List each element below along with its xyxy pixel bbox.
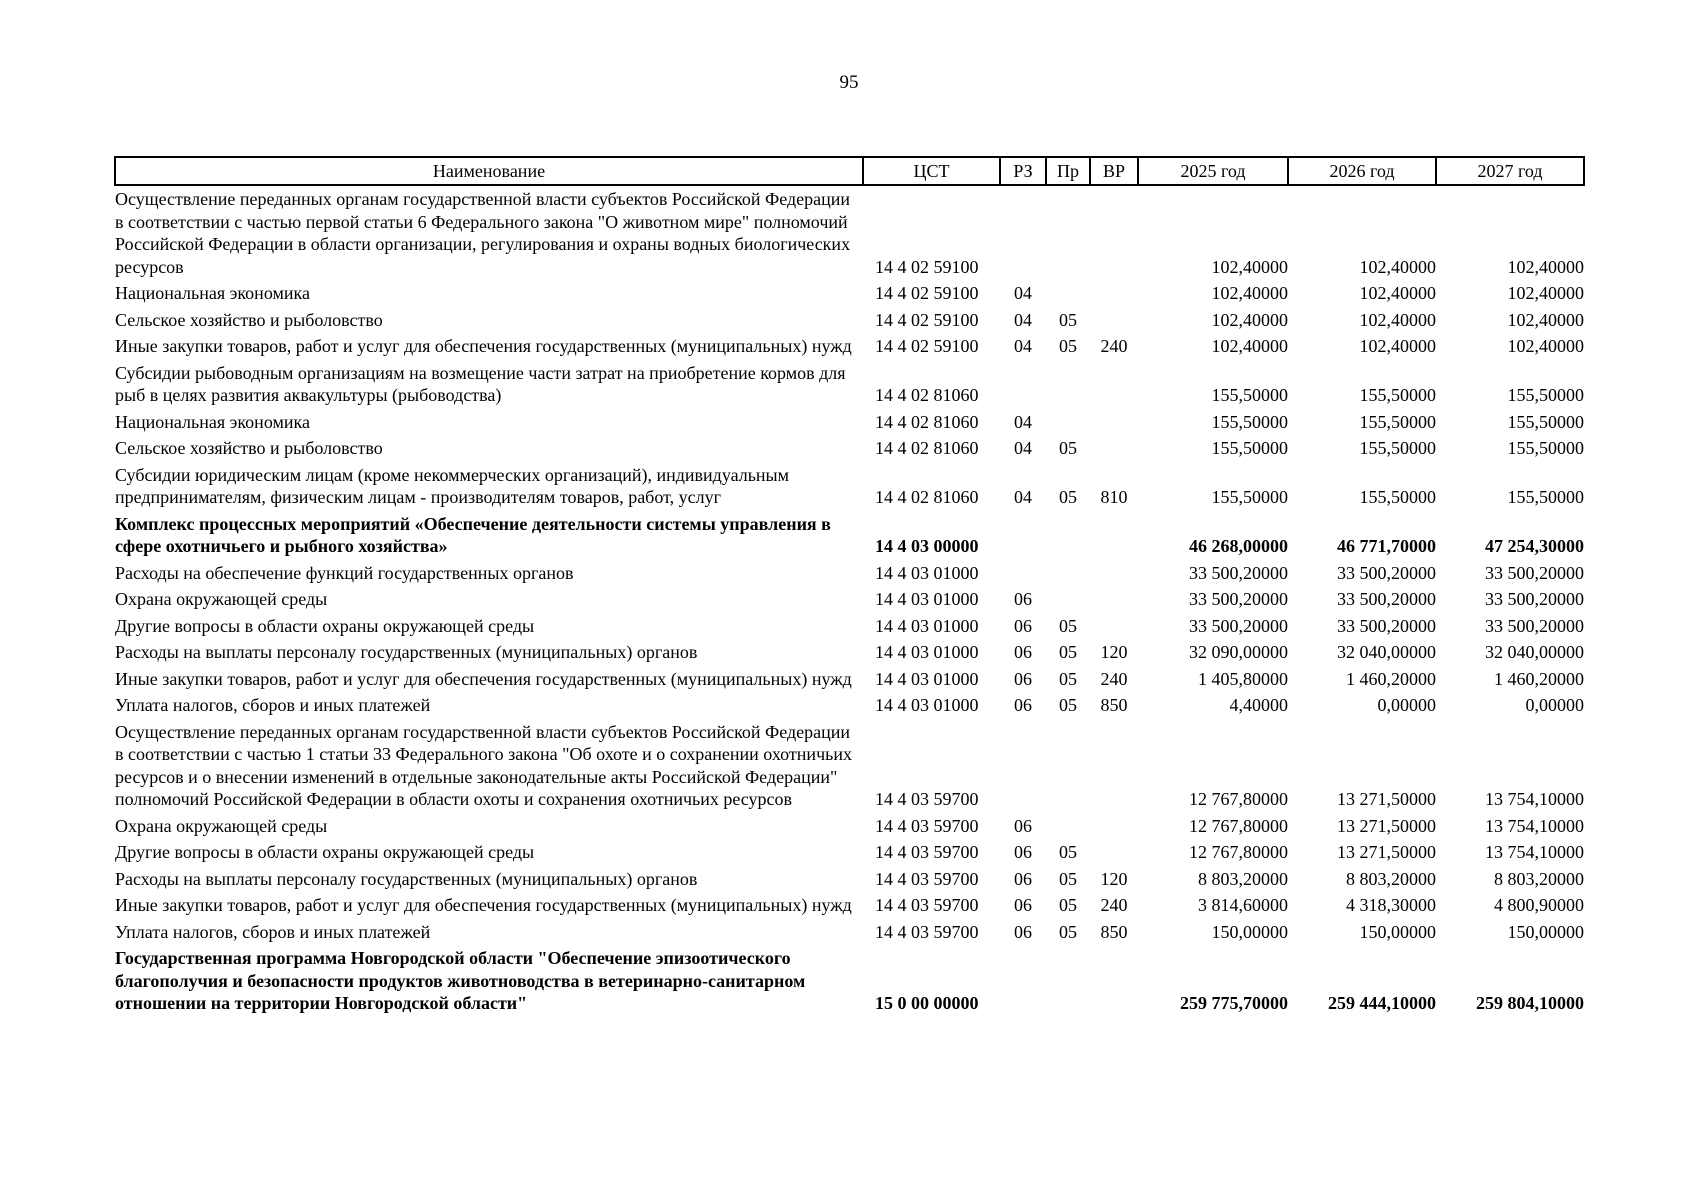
row-cst: 14 4 03 01000: [875, 615, 979, 636]
row-vr: [1090, 280, 1138, 307]
row-vr: [1090, 409, 1138, 436]
row-cst: 14 4 02 59100: [875, 309, 979, 330]
row-value-2026: 155,50000: [1359, 438, 1436, 458]
row-pr: [1046, 280, 1090, 307]
row-cst: 14 4 03 01000: [875, 668, 979, 689]
row-pr: [1046, 185, 1090, 280]
row-vr: [1090, 586, 1138, 613]
row-value-2026: 1 460,20000: [1346, 668, 1436, 689]
row-vr: [1090, 435, 1138, 462]
row-value-2025: 32 090,00000: [1189, 642, 1288, 662]
row-pr: 05: [1059, 438, 1077, 458]
header-2025: 2025 год: [1138, 157, 1288, 185]
row-cst: 14 4 03 01000: [875, 562, 979, 583]
row-value-2027: 13 754,10000: [1485, 815, 1584, 836]
row-value-2026: 102,40000: [1359, 283, 1436, 303]
row-vr: [1090, 945, 1138, 1017]
row-vr: 850: [1100, 921, 1128, 942]
row-name: Иные закупки товаров, работ и услуг для обеспечения государственных (муниципальных) нужд: [115, 336, 852, 356]
row-pr: 05: [1059, 668, 1077, 689]
row-pr: 05: [1059, 921, 1077, 942]
row-pr: 05: [1059, 868, 1077, 889]
row-name: Национальная экономика: [115, 411, 310, 432]
row-value-2025: 46 268,00000: [1189, 536, 1288, 556]
row-vr: [1090, 185, 1138, 280]
row-vr: [1090, 560, 1138, 587]
row-pr: 05: [1059, 487, 1077, 507]
row-vr: 240: [1100, 668, 1128, 689]
row-value-2025: 102,40000: [1211, 283, 1288, 303]
row-value-2025: 102,40000: [1211, 336, 1288, 356]
row-name: Осуществление переданных органам государственной власти субъектов Российской Федерации в соответствии с частью 1 статьи 33 Федерального закона "Об охоте и о сохранении охотничьих ресурсов и о внесении изменений в отдельные законодательные акты Российской Федерации" полномочий Российской Федерации в области охоты и сохранения охотничьих ресурсов: [115, 721, 852, 809]
table-row: [115, 333, 1584, 360]
row-cst: 14 4 03 59700: [875, 921, 979, 942]
row-vr: 240: [1100, 895, 1128, 915]
row-cst: 14 4 02 81060: [875, 385, 979, 405]
row-rz: [1000, 719, 1046, 813]
row-rz: 06: [1014, 615, 1032, 636]
row-value-2027: 102,40000: [1507, 336, 1584, 356]
row-value-2026: 32 040,00000: [1337, 642, 1436, 662]
row-value-2027: 1 460,20000: [1494, 668, 1584, 689]
row-rz: [1000, 360, 1046, 409]
row-pr: [1046, 719, 1090, 813]
row-value-2025: 259 775,70000: [1180, 993, 1288, 1013]
row-value-2025: 12 767,80000: [1189, 842, 1288, 862]
row-cst: 14 4 02 59100: [875, 336, 979, 356]
row-cst: 14 4 03 01000: [875, 642, 979, 662]
table-row: [115, 919, 1584, 946]
row-value-2025: 33 500,20000: [1189, 589, 1288, 609]
row-value-2025: 155,50000: [1211, 438, 1288, 458]
table-row: [115, 280, 1584, 307]
row-rz: 06: [1014, 921, 1032, 942]
row-value-2026: 13 271,50000: [1337, 842, 1436, 862]
row-value-2025: 33 500,20000: [1189, 615, 1288, 636]
row-vr: [1090, 307, 1138, 334]
row-rz: [1000, 945, 1046, 1017]
row-value-2026: 102,40000: [1359, 256, 1436, 277]
row-cst: 14 4 03 59700: [875, 789, 979, 809]
row-value-2026: 102,40000: [1359, 336, 1436, 356]
table-row: [115, 666, 1584, 693]
row-value-2026: 155,50000: [1359, 411, 1436, 432]
row-rz: 06: [1014, 589, 1032, 609]
header-rz: РЗ: [1000, 157, 1046, 185]
table-header-row: [115, 157, 1584, 185]
row-value-2025: 1 405,80000: [1198, 668, 1288, 689]
row-value-2027: 155,50000: [1507, 411, 1584, 432]
row-name: Расходы на обеспечение функций государственных органов: [115, 562, 574, 583]
row-pr: 05: [1059, 842, 1077, 862]
row-rz: 04: [1014, 438, 1032, 458]
row-value-2027: 155,50000: [1507, 385, 1584, 405]
row-value-2025: 12 767,80000: [1189, 815, 1288, 836]
row-value-2026: 33 500,20000: [1337, 615, 1436, 636]
row-pr: [1046, 945, 1090, 1017]
row-rz: [1000, 560, 1046, 587]
row-value-2027: 155,50000: [1507, 438, 1584, 458]
row-value-2026: 13 271,50000: [1337, 789, 1436, 809]
table-row: [115, 892, 1584, 919]
row-pr: 05: [1059, 895, 1077, 915]
table-row: [115, 560, 1584, 587]
row-vr: 240: [1100, 336, 1128, 356]
row-value-2026: 150,00000: [1359, 921, 1436, 942]
row-value-2027: 13 754,10000: [1485, 842, 1584, 862]
row-value-2026: 33 500,20000: [1337, 562, 1436, 583]
row-value-2027: 102,40000: [1507, 283, 1584, 303]
row-value-2026: 46 771,70000: [1337, 536, 1436, 556]
table-row: [115, 435, 1584, 462]
row-name: Уплата налогов, сборов и иных платежей: [115, 921, 431, 942]
table-row: [115, 409, 1584, 436]
row-value-2026: 102,40000: [1359, 309, 1436, 330]
row-name: Расходы на выплаты персоналу государственных (муниципальных) органов: [115, 868, 698, 889]
row-name: Охрана окружающей среды: [115, 589, 328, 609]
row-name: Иные закупки товаров, работ и услуг для обеспечения государственных (муниципальных) нужд: [115, 895, 852, 915]
row-name: Национальная экономика: [115, 283, 310, 303]
row-cst: 14 4 02 59100: [875, 283, 979, 303]
table-row: [115, 586, 1584, 613]
table-row: [115, 945, 1584, 1017]
table-row: [115, 839, 1584, 866]
row-cst: 14 4 03 59700: [875, 815, 979, 836]
row-cst: 14 4 03 59700: [875, 842, 979, 862]
row-rz: 06: [1014, 868, 1032, 889]
row-vr: [1090, 719, 1138, 813]
row-rz: 04: [1014, 283, 1032, 303]
table-row: [115, 185, 1584, 280]
row-pr: 05: [1059, 642, 1077, 662]
row-vr: 850: [1100, 695, 1128, 715]
row-cst: 14 4 03 59700: [875, 868, 979, 889]
row-value-2026: 4 318,30000: [1346, 895, 1436, 915]
row-vr: [1090, 813, 1138, 840]
header-cst: ЦСТ: [863, 157, 1000, 185]
row-cst: 14 4 02 81060: [875, 438, 979, 458]
row-value-2025: 12 767,80000: [1189, 789, 1288, 809]
row-name: Другие вопросы в области охраны окружающей среды: [115, 615, 535, 636]
row-name: Государственная программа Новгородской области "Обеспечение эпизоотического благополучия и безопасности продуктов животноводства в ветеринарно-санитарном отношении на территории Новгородской области": [115, 948, 806, 1013]
row-value-2027: 32 040,00000: [1485, 642, 1584, 662]
row-value-2026: 8 803,20000: [1346, 868, 1436, 889]
row-pr: 05: [1059, 615, 1077, 636]
row-value-2027: 33 500,20000: [1485, 615, 1584, 636]
table-row: [115, 360, 1584, 409]
table-row: [115, 866, 1584, 893]
row-pr: [1046, 360, 1090, 409]
page-number: 95: [839, 72, 859, 93]
row-cst: 14 4 03 01000: [875, 695, 979, 715]
row-value-2027: 4 800,90000: [1494, 895, 1584, 915]
row-name: Другие вопросы в области охраны окружающей среды: [115, 842, 535, 862]
row-value-2027: 0,00000: [1525, 695, 1584, 715]
table-row: [115, 813, 1584, 840]
header-2027: 2027 год: [1436, 157, 1584, 185]
row-name: Осуществление переданных органам государственной власти субъектов Российской Федерации в соответствии с частью первой статьи 6 Федерального закона "О животном мире" полномочий Российской Федерации в области организации, регулирования и охраны водных биологических ресурсов: [115, 189, 851, 277]
table-row: [115, 692, 1584, 719]
header-name: Наименование: [115, 157, 863, 185]
row-name: Уплата налогов, сборов и иных платежей: [115, 695, 431, 715]
row-value-2025: 33 500,20000: [1189, 562, 1288, 583]
table-row: [115, 719, 1584, 813]
row-pr: 05: [1059, 309, 1077, 330]
row-cst: 15 0 00 00000: [875, 993, 979, 1013]
row-value-2027: 8 803,20000: [1494, 868, 1584, 889]
row-vr: 120: [1100, 868, 1128, 889]
row-pr: [1046, 586, 1090, 613]
row-value-2026: 259 444,10000: [1328, 993, 1436, 1013]
row-pr: 05: [1059, 336, 1077, 356]
row-value-2027: 47 254,30000: [1485, 536, 1584, 556]
header-pr: Пр: [1046, 157, 1090, 185]
row-vr: [1090, 511, 1138, 560]
row-value-2027: 102,40000: [1507, 256, 1584, 277]
row-value-2027: 155,50000: [1507, 487, 1584, 507]
table-row: [115, 511, 1584, 560]
row-value-2026: 155,50000: [1359, 487, 1436, 507]
row-value-2027: 33 500,20000: [1485, 589, 1584, 609]
table-body: [115, 185, 1584, 1017]
row-rz: 06: [1014, 815, 1032, 836]
row-vr: 120: [1100, 642, 1128, 662]
row-pr: 05: [1059, 695, 1077, 715]
row-vr: 810: [1100, 487, 1128, 507]
row-rz: 06: [1014, 895, 1032, 915]
budget-table: [114, 156, 1585, 1017]
row-rz: 06: [1014, 668, 1032, 689]
row-value-2025: 8 803,20000: [1198, 868, 1288, 889]
row-cst: 14 4 02 59100: [875, 256, 979, 277]
row-value-2026: 33 500,20000: [1337, 589, 1436, 609]
row-value-2025: 102,40000: [1211, 256, 1288, 277]
row-name: Субсидии юридическим лицам (кроме некоммерческих организаций), индивидуальным предпринимателям, физическим лицам - производителям товаров, работ, услуг: [115, 464, 790, 507]
row-name: Расходы на выплаты персоналу государственных (муниципальных) органов: [115, 642, 698, 662]
row-name: Сельское хозяйство и рыболовство: [115, 438, 383, 458]
row-rz: 04: [1014, 309, 1032, 330]
row-cst: 14 4 02 81060: [875, 411, 979, 432]
row-name: Комплекс процессных мероприятий «Обеспечение деятельности системы управления в сфере охотничьего и рыбного хозяйства»: [115, 513, 831, 556]
row-name: Иные закупки товаров, работ и услуг для обеспечения государственных (муниципальных) нужд: [115, 668, 852, 689]
row-value-2025: 155,50000: [1211, 487, 1288, 507]
row-rz: 06: [1014, 695, 1032, 715]
row-value-2025: 3 814,60000: [1198, 895, 1288, 915]
row-value-2026: 13 271,50000: [1337, 815, 1436, 836]
row-cst: 14 4 03 00000: [875, 536, 979, 556]
table-row: [115, 613, 1584, 640]
row-cst: 14 4 02 81060: [875, 487, 979, 507]
row-rz: 06: [1014, 842, 1032, 862]
row-value-2026: 155,50000: [1359, 385, 1436, 405]
row-cst: 14 4 03 59700: [875, 895, 979, 915]
row-rz: [1000, 511, 1046, 560]
row-pr: [1046, 409, 1090, 436]
row-value-2025: 155,50000: [1211, 411, 1288, 432]
row-rz: 04: [1014, 487, 1032, 507]
row-vr: [1090, 613, 1138, 640]
row-cst: 14 4 03 01000: [875, 589, 979, 609]
table-row: [115, 307, 1584, 334]
row-name: Сельское хозяйство и рыболовство: [115, 309, 383, 330]
row-pr: [1046, 813, 1090, 840]
row-rz: 04: [1014, 411, 1032, 432]
row-value-2025: 4,40000: [1229, 695, 1288, 715]
header-vr: ВР: [1090, 157, 1138, 185]
row-pr: [1046, 511, 1090, 560]
row-vr: [1090, 360, 1138, 409]
row-rz: 06: [1014, 642, 1032, 662]
row-value-2027: 150,00000: [1507, 921, 1584, 942]
table-row: [115, 639, 1584, 666]
row-pr: [1046, 560, 1090, 587]
header-2026: 2026 год: [1288, 157, 1436, 185]
row-value-2025: 155,50000: [1211, 385, 1288, 405]
row-value-2027: 33 500,20000: [1485, 562, 1584, 583]
row-value-2027: 13 754,10000: [1485, 789, 1584, 809]
row-name: Субсидии рыбоводным организациям на возмещение части затрат на приобретение кормов для рыб в целях развития аквакультуры (рыбоводства): [115, 362, 846, 405]
row-rz: 04: [1014, 336, 1032, 356]
row-vr: [1090, 839, 1138, 866]
row-value-2026: 0,00000: [1377, 695, 1436, 715]
row-rz: [1000, 185, 1046, 280]
row-name: Охрана окружающей среды: [115, 815, 328, 836]
row-value-2027: 102,40000: [1507, 309, 1584, 330]
row-value-2027: 259 804,10000: [1476, 993, 1584, 1013]
row-value-2025: 150,00000: [1211, 921, 1288, 942]
table-row: [115, 462, 1584, 511]
row-value-2025: 102,40000: [1211, 309, 1288, 330]
